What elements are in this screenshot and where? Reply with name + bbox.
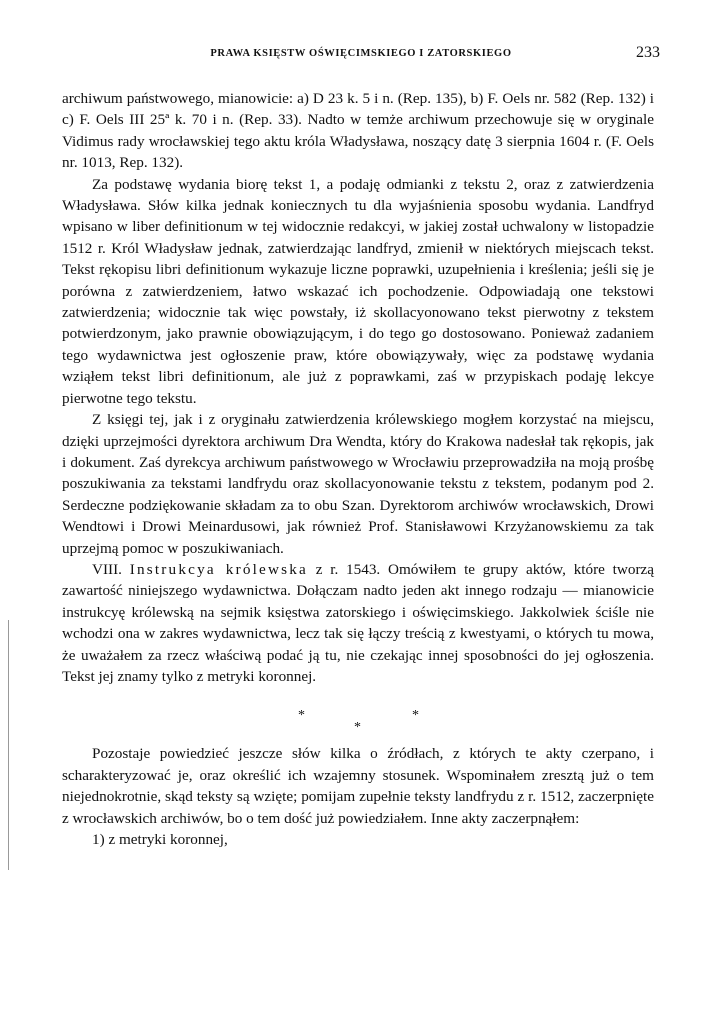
paragraph-sources-intro: Pozostaje powiedzieć jeszcze słów kilka o źródłach, z których te akty czerpano, i scharakteryzować je, oraz określić ich wzajemny stosunek. Wspominałem zresztą już o tem niejednokrotnie, skąd teksty są wzięte; pomijam zupełnie teksty landfrydu z r. 1512, zaczerpnięte z wrocławskich archiwów, bo o tem dość już powiedziałem. Inne akty zaczerpnąłem: (62, 745, 654, 827)
section-heading-spaced: Instrukcya królewska (129, 560, 308, 578)
paragraph-edition-basis: Za podstawę wydania biorę tekst 1, a podaję odmianki z tekstu 2, oraz z zatwierdzenia Władysława. Słów kilka jednak koniecznych tu dla wyjaśnienia sposobu wydania. Landfryd wpisano w liber definitionum w tej widocznie redakcyi, w jakiej został uchwalony w listopadzie 1512 r. Król Władysław jednak, zatwierdzając landfryd, zmienił w niektórych miejscach tekst. Tekst rękopisu libri definitionum wykazuje liczne poprawki, uzupełnienia i kreślenia; jeśli się je porówna z zatwierdzeniem, łatwo wskazać ich pochodzenie. Odpowiadają one tekstowi zatwierdzenia; widocznie tak więc powstały, iż skollacyonowano tekst pierwotny z tekstem potwierdzonym, jako prawnie obowiązującym, i do tego go dostosowano. Ponieważ zadaniem tego wydawnictwa jest ogłoszenie praw, które obowiązywały, więc za podstawę wydania wziąłem tekst libri definitionum, ale już z poprawkami, zaś w przypiskach podaję lekcye pierwotne tego tekstu. (62, 175, 654, 407)
paragraph-acknowledgements: Z księgi tej, jak i z oryginału zatwierdzenia królewskiego mogłem korzystać na miejscu, dzięki uprzejmości dyrektora archiwum Dra Wendta, który do Krakowa nadesłał tak rękopis, jak i dokument. Zaś dyrekcya archiwum państwowego w Wrocławiu przeprowadziła na moją prośbę poszukiwania za tekstami landfrydu oraz skollacyonowanie tekstu z tekstem, podanym pod 2. Serdeczne podziękowanie składam za to obu Szan. Dyrektorom archiwów wrocławskich, Drowi Wendtowi i Drowi Meinardusowi, jak również Prof. Stanisławowi Krzyżanowskiemu za tak uprzejmą pomoc w poszukiwaniach. (62, 411, 654, 557)
list-item-metryka: 1) z metryki koronnej, (92, 831, 228, 848)
page-number: 233 (636, 44, 660, 61)
asterisk-left: * (298, 708, 305, 724)
page-header (62, 44, 660, 70)
body-text (62, 88, 654, 850)
scan-margin-line (8, 620, 9, 870)
section-separator-asterisks (62, 687, 654, 743)
asterisk-middle: * (354, 720, 361, 736)
running-title: PRAWA KSIĘSTW OŚWIĘCIMSKIEGO I ZATORSKIEGO (210, 48, 512, 59)
paragraph-sources-continued: archiwum państwowego, mianowicie: a) D 23 k. 5 i n. (Rep. 135), b) F. Oels nr. 582 (Rep. 132) i c) F. Oels III 25ª k. 70 i n. (Rep. 33). Nadto w temże archiwum przechowuje się w oryginale Vidimus rady wrocławskiej tego aktu króla Władysława, noszący datę 3 sierpnia 1604 r. (F. Oels nr. 1013, Rep. 132). (62, 90, 654, 172)
section-number: VIII. (92, 560, 122, 578)
section-body: z r. 1543. Omówiłem te grupy aktów, które tworzą zawartość niniejszego wydawnictwa. Dołączam nadto jeden akt innego rodzaju — mianowicie instrukcyę królewską na sejmik księstwa zatorskiego i oświęcimskiego. Jakkolwiek ściśle nie wchodzi ona w zakres wydawnictwa, lecz tak się łączy treścią z kwestyami, o których tu mowa, że uważałem za rzecz właściwą podać ją tu, nie czekając innej sposobności do jej ogłoszenia. Tekst jej znamy tylko z metryki koronnej. (62, 560, 654, 685)
asterisk-right: * (412, 708, 419, 724)
paragraph-royal-instruction (62, 559, 654, 687)
